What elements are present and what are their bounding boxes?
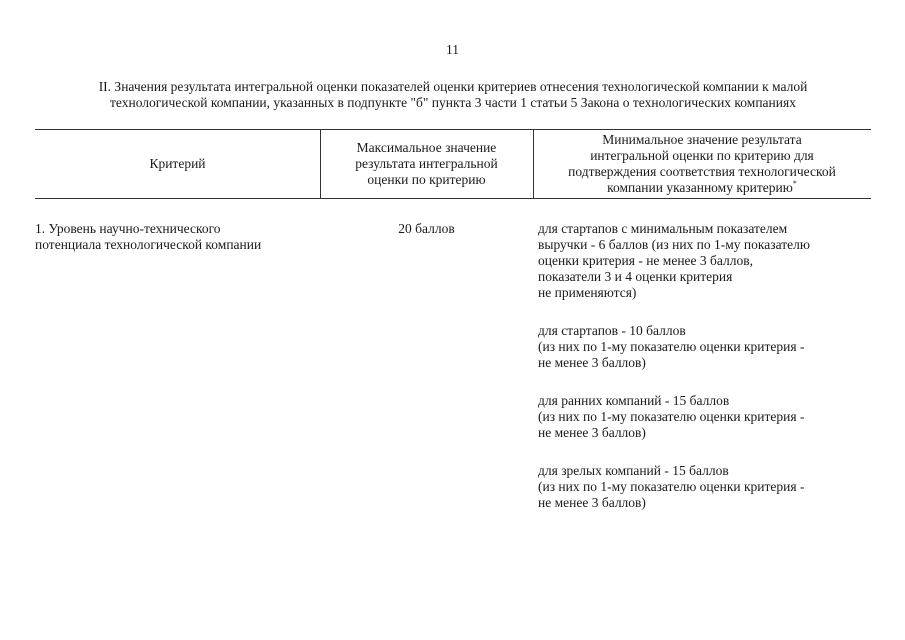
row-criterion-line: потенциала технологической компании	[35, 237, 262, 252]
min-value-block	[538, 393, 871, 441]
criteria-table	[35, 129, 871, 519]
min-value-block	[538, 221, 871, 301]
table-row	[35, 199, 871, 519]
header-max-value-line: оценки по критерию	[367, 172, 486, 187]
section-title-line: II. Значения результата интегральной оценки показателей оценки критериев отнесения технологической компании к малой	[98, 79, 808, 94]
min-value-line: (из них по 1-му показателю оценки критерия -	[538, 339, 805, 354]
header-min-value-text: компании указанному критерию	[607, 180, 793, 195]
min-value-line: для зрелых компаний - 15 баллов	[538, 463, 729, 478]
row-criterion	[35, 221, 320, 253]
min-value-line: для ранних компаний - 15 баллов	[538, 393, 730, 408]
header-criterion	[35, 130, 320, 198]
header-criterion-label: Критерий	[149, 156, 206, 171]
row-criterion-line: 1. Уровень научно-технического	[35, 221, 221, 236]
min-value-line: не менее 3 баллов)	[538, 425, 646, 440]
min-value-line: выручки - 6 баллов (из них по 1-му показателю	[538, 237, 810, 252]
footnote-mark: *	[792, 179, 797, 188]
page-number: 11	[446, 42, 459, 57]
header-min-value-line: Минимальное значение результата	[602, 132, 802, 147]
section-title-line: технологической компании, указанных в подпункте "б" пункта 3 части 1 статьи 5 Закона о технологических компаниях	[110, 95, 796, 110]
min-value-line: не менее 3 баллов)	[538, 495, 646, 510]
min-value-line: оценки критерия - не менее 3 баллов,	[538, 253, 753, 268]
header-min-value-line: интегральной оценки по критерию для	[590, 148, 814, 163]
header-max-value	[320, 130, 533, 198]
min-value-line: (из них по 1-му показателю оценки критерия -	[538, 409, 805, 424]
section-title	[36, 79, 870, 111]
header-max-value-line: результата интегральной	[355, 156, 498, 171]
min-value-block	[538, 323, 871, 371]
header-min-value-line	[568, 180, 836, 196]
min-value-line: (из них по 1-му показателю оценки критерия -	[538, 479, 805, 494]
header-max-value-line: Максимальное значение	[356, 140, 497, 155]
header-min-value-line: подтверждения соответствия технологической	[568, 164, 836, 179]
min-value-block	[538, 463, 871, 511]
header-min-value	[533, 130, 871, 198]
min-value-line: не применяются)	[538, 285, 637, 300]
table-header-row	[35, 130, 871, 199]
min-value-line: показатели 3 и 4 оценки критерия	[538, 269, 733, 284]
row-min-value	[538, 221, 871, 527]
min-value-line: для стартапов - 10 баллов	[538, 323, 686, 338]
min-value-line: не менее 3 баллов)	[538, 355, 646, 370]
min-value-line: для стартапов с минимальным показателем	[538, 221, 788, 236]
row-max-value: 20 баллов	[398, 221, 455, 236]
